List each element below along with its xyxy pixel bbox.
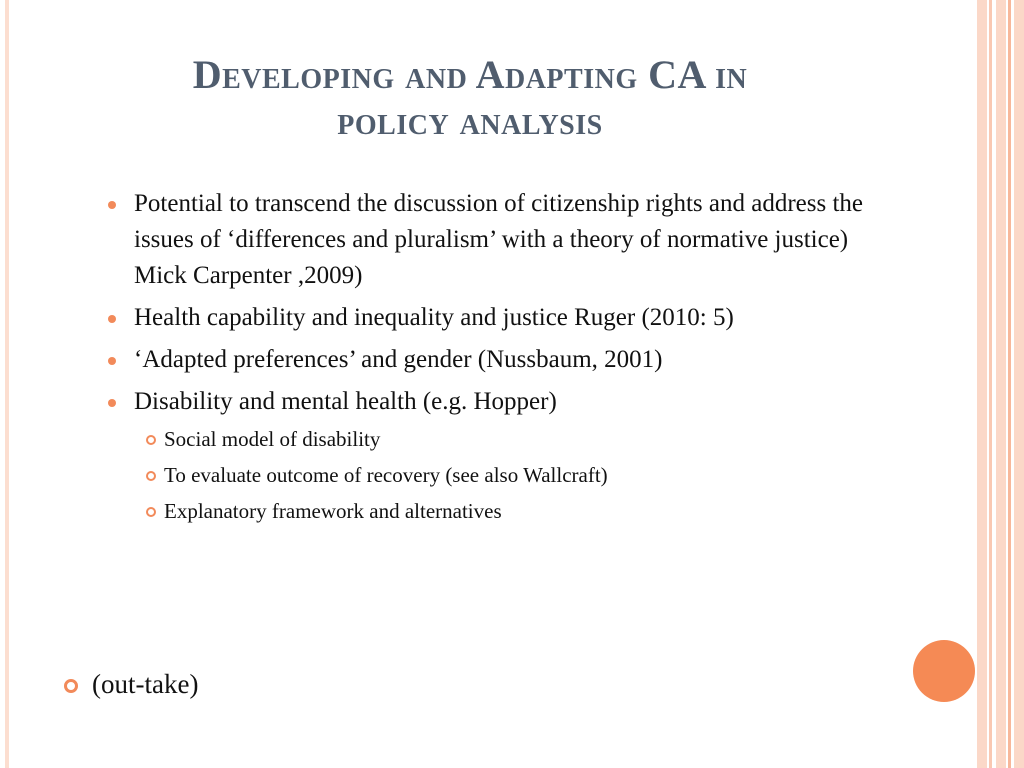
bullet-text: ‘Adapted preferences’ and gender (Nussbaum, 2001) bbox=[134, 346, 663, 373]
ring-bullet-icon bbox=[64, 679, 78, 693]
bullet-list-container bbox=[104, 186, 864, 532]
ring-bullet-icon bbox=[146, 435, 156, 445]
ring-bullet-icon bbox=[146, 471, 156, 481]
slide-title-line-2: policy analysis bbox=[337, 98, 603, 143]
slide-title bbox=[100, 52, 840, 144]
slide-title-line-1: Developing and Adapting CA in bbox=[192, 52, 748, 97]
sub-bullet-text: Explanatory framework and alternatives bbox=[164, 499, 502, 523]
bullet-item bbox=[104, 186, 864, 294]
ring-bullet-icon bbox=[146, 507, 156, 517]
bullet-dot-icon bbox=[108, 399, 116, 407]
bullet-item bbox=[104, 300, 864, 336]
sub-bullet-text: To evaluate outcome of recovery (see also Wallcraft) bbox=[164, 463, 608, 487]
bullet-dot-icon bbox=[108, 357, 116, 365]
bullet-dot-icon bbox=[108, 201, 116, 209]
bullet-text: Disability and mental health (e.g. Hopper) bbox=[134, 388, 557, 415]
bullet-list bbox=[104, 186, 864, 526]
bullet-text: Potential to transcend the discussion of citizenship rights and address the issues of ‘differences and pluralism’ with a theory of normative justice) Mick Carpenter ,2009) bbox=[134, 190, 864, 289]
sub-bullet-item bbox=[134, 496, 864, 526]
bullet-text: Health capability and inequality and justice Ruger (2010: 5) bbox=[134, 304, 734, 331]
bullet-item bbox=[104, 342, 864, 378]
footer-item-text: (out-take) bbox=[92, 669, 199, 699]
footer-item bbox=[64, 666, 198, 702]
sub-bullet-list bbox=[134, 424, 864, 526]
sub-bullet-item bbox=[134, 424, 864, 454]
bullet-dot-icon bbox=[108, 315, 116, 323]
sub-bullet-item bbox=[134, 460, 864, 490]
sub-bullet-text: Social model of disability bbox=[164, 427, 381, 451]
decorative-circle-icon bbox=[913, 640, 975, 702]
bullet-item bbox=[104, 384, 864, 526]
